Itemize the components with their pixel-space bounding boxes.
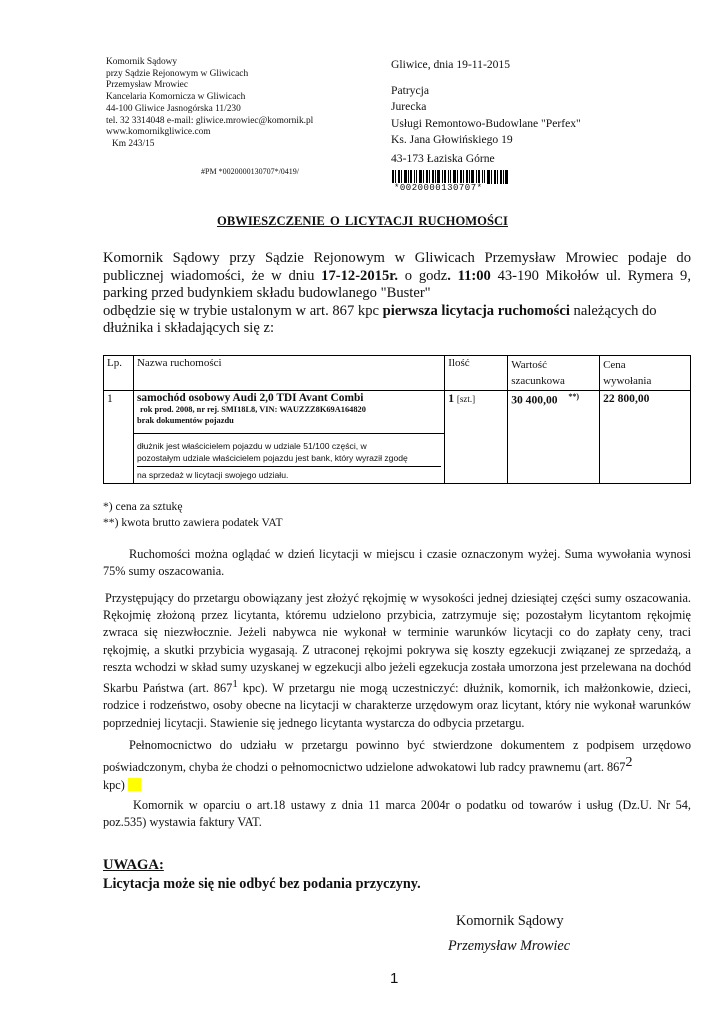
items-table [103,355,691,484]
cell-name [133,391,444,484]
item-name: samochód osobowy Audi 2,0 TDI Avant Combi [136,392,364,404]
item-detail: rok prod. 2008, nr rej. SMI18L8, VIN: WAUZZZ8K69A164820 [139,405,366,414]
header-value [508,356,600,391]
letterhead-line: Przemysław Mrowiec [106,80,189,91]
item-unit: [szt.] [456,394,476,404]
letterhead-line: Komornik Sądowy [106,57,178,67]
ownership-note: na sprzedaż w licytacji swojego udziału. [136,470,289,480]
signature-name: Przemysław Mrowiec [448,938,571,954]
auction-time: . 11:00 [447,267,491,284]
vat-paragraph: Komornik w oparciu o art.18 ustawy z dnia 11 marca 2004r o podatku od towarów i usług (Dz.U. Nr 54, poz.535) wystawia faktury VAT. [103,798,691,830]
recipient-line: Jurecka [391,100,427,113]
header-value-line: Wartość [511,359,547,371]
paragraph-text: Pełnomocnictwo do udziału w przetargu powinno być stwierdzone dokumentem z podpisem urzędowo poświadczonym, chyba że chodzi o pełnomocnictwo udzielone adwokatowi lub radcy prawnemu (art. 867 [103,738,691,775]
footnote: *) cena za sztukę [103,500,183,513]
auction-type: pierwsza licytacja ruchomości [382,302,570,319]
intro-paragraph [103,250,691,338]
header-qty: Ilość [445,356,508,391]
letterhead-line: 44-100 Gliwice Jasnogórska 11/230 [106,103,241,114]
intro-text: należących do [569,302,657,319]
auction-date: 17-12-2015r. [321,267,399,284]
ownership-note: pozostałym udziale właścicielem pojazdu jest bank, który wyraził zgodę [137,452,441,467]
recipient-line: Ks. Jana Głowińskiego 19 [391,133,513,146]
intro-line [103,268,691,286]
auction-address: 43-190 Mikołów ul. Rymera 9, [490,267,691,284]
header-price-line: Cena [603,359,626,371]
warning-heading: UWAGA: [103,857,164,873]
item-value: 30 400,00 [511,393,558,407]
recipient-line: 43-173 Łaziska Górne [391,151,495,165]
intro-line: Komornik Sądowy przy Sądzie Rejonowym w Gliwicach Przemysław Mrowiec podaje do [103,250,691,266]
footnotes [103,499,283,531]
document-date: Gliwice, dnia 19-11-2015 [391,58,511,71]
article-superscript: 1 [232,678,238,691]
case-number: Km 243/15 [112,138,155,149]
header-price [600,356,691,391]
intro-line [103,303,691,321]
date-and-recipient [391,57,581,167]
header-lp: Lp. [104,356,134,391]
recipient-line: Usługi Remontowo-Budowlane "Perfex" [391,116,581,130]
paragraph-text: kpc). W przetargu nie mogą uczestniczyć: dłużnik, komornik, ich małżonkowie, dzieci, rodzice i rodzeństwo, osoby obecne na licytacji w charakterze urzędowym oraz licytant, który nie wykonał warunków poprzedniej licytacji. Stawienie się jednego licytanta wystarcza do odbycia przetargu. [103,681,691,730]
item-detail: brak dokumentów pojazdu [136,416,234,425]
deposit-paragraph [103,590,691,732]
cell-value [508,391,600,484]
paragraph-text: kpc) [103,777,125,792]
power-of-attorney-paragraph [103,737,691,794]
footnote: **) kwota brutto zawiera podatek VAT [103,516,283,529]
signature-role: Komornik Sądowy [456,913,564,929]
table-header-row [104,356,691,391]
barcode-number: *0020000130707* [394,183,483,193]
ownership-note: dłużnik jest właścicielem pojazdu w udziale 51/100 części, w [136,441,367,451]
article-superscript: 2 [625,755,633,771]
intro-line: dłużnika i składających się z: [103,320,275,337]
item-quantity: 1 [448,392,455,405]
letterhead-line: www.komornikgliwice.com [106,127,211,138]
cell-lp: 1 [104,391,134,484]
paragraph-text: Przystępujący do przetargu obowiązany jest złożyć rękojmię w wysokości jednej dziesiątej części sumy oszacowania. Rękojmię złożoną przez licytanta, któremu udzielono przybicia, zatrzymuje się; pozostałym licytantom rękojmię zwraca się niezwłocznie. Jeżeli nabywca nie wykonał w terminie warunków licytacji co do zapłaty ceny, traci rękojmię, a skutki przybicia wygasają. Z utraconej rękojmi pokrywa się koszty egzekucji związanej ze sprzedażą, a reszta wchodzi w skład sumy uzyskanej w egzekucji albo jeżeli egzekucja została umorzona jest przelewana na dochód Skarbu Państwa (art. 867 [103,591,691,696]
intro-text: o godz [398,267,448,284]
cell-price [600,391,691,484]
pm-reference: #PM *0020000130707*/0419/ [201,167,300,176]
warning-text: Licytacja może się nie odbyć bez podania przyczyny. [103,876,421,892]
bailiff-letterhead [106,57,313,151]
notice-title: OBWIESZCZENIE O LICYTACJI RUCHOMOŚCI [217,214,508,228]
header-price-line: wywołania [603,375,652,387]
intro-text: publicznej wiadomości, że w dniu [103,267,322,284]
value-footnote-mark: **) [568,392,579,401]
header-value-line: szacunkowa [511,375,565,387]
letterhead-line: przy Sądzie Rejonowym w Gliwicach [106,68,249,79]
recipient-line: Patrycja [391,83,429,97]
page-number: 1 [390,970,399,987]
letterhead-line: tel. 32 3314048 e-mail: gliwice.mrowiec@komornik.pl [106,115,314,126]
table-row [104,391,691,484]
header-name: Nazwa ruchomości [133,356,444,391]
item-price: 22 800,00 [603,392,650,405]
highlight-mark [128,778,141,791]
letterhead-line: Kancelaria Komornicza w Gliwicach [106,92,246,103]
viewing-paragraph: Ruchomości można oglądać w dzień licytacji w miejscu i czasie oznaczonym wyżej. Suma wywołania wynosi 75% sumy oszacowania. [103,547,691,579]
cell-qty [445,391,508,484]
auction-place: parking przed budynkiem składu budowlanego "Buster" [103,285,431,302]
intro-text: odbędzie się w trybie ustalonym w art. 867 kpc [103,302,383,319]
